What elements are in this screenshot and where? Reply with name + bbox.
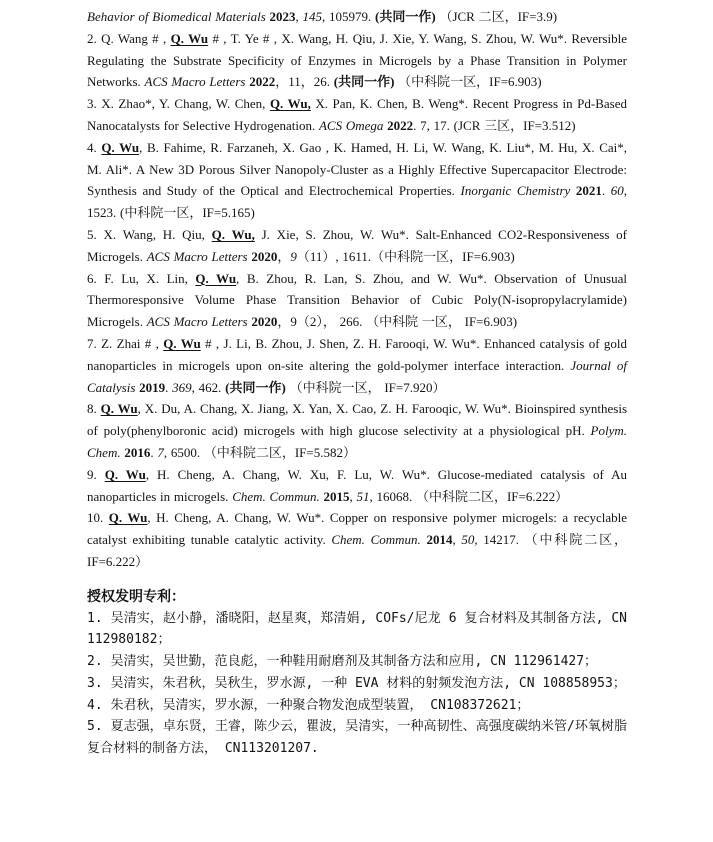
publication-text-run: # , T. Ye # , X. Wang, H. Qiu, J. Xie, Y. Wang, S. Zhou, W. Wu*. Reversible Regulating the Substrate Specificity of Enzymes in Microgels by a Phase Transition in Polymer Networks.: [87, 30, 627, 90]
publication-text-run: 2023: [269, 9, 296, 24]
publication-text-run: Chem. Commun.: [331, 532, 421, 548]
publication-text-run: (共同一作): [375, 9, 436, 24]
publication-text-run: 2. Q. Wang # ,: [87, 30, 171, 46]
publication-text-run: , 16068. （中科院二区，IF=6.222）: [369, 488, 569, 504]
publication-item-4: [87, 137, 627, 224]
publication-text-run: 5. X. Wang, H. Qiu,: [87, 226, 212, 242]
publication-text-run: , 14217. （中科院二区，IF=6.222）: [87, 532, 628, 569]
publication-text-run: ，: [277, 248, 291, 264]
publication-text-run: Q. Wu: [170, 30, 209, 46]
publication-text-run: Q. Wu: [100, 401, 138, 417]
publication-text-run: （中科院一区， IF=7.920）: [285, 379, 446, 395]
publication-text-run: 3. X. Zhao*, Y. Chang, W. Chen,: [87, 96, 270, 112]
publication-text-run: Inorganic Chemistry: [460, 183, 571, 199]
publication-text-run: 10.: [87, 510, 109, 526]
publication-text-run: ACS Omega: [318, 117, 384, 133]
publication-text-run: ,: [452, 532, 462, 548]
publication-item-10: [87, 507, 627, 572]
publication-text-run: 2016: [124, 444, 151, 460]
publication-text-run: 6. F. Lu, X. Lin,: [87, 270, 196, 286]
publication-text-run: , 105979.: [322, 9, 376, 24]
publication-text-run: 2021: [575, 183, 602, 199]
publication-text-run: , 1523. (中科院一区，IF=5.165): [87, 183, 628, 221]
publication-text-run: (共同一作): [225, 379, 286, 395]
publications-list: [87, 6, 627, 573]
publication-text-run: ，9（2）， 266. （中科院 一区， IF=6.903): [277, 314, 518, 330]
publication-text-run: , 6500. （中科院二区，IF=5.582）: [163, 444, 356, 460]
publication-text-run: 7. Z. Zhai # ,: [87, 335, 164, 351]
patents-heading: 授权发明专利：: [87, 588, 185, 605]
publication-text-run: 51: [356, 488, 370, 504]
publication-text-run: ,: [295, 9, 303, 24]
patent-item: 1. 吴清实，赵小静，潘晓阳，赵星爽，郑清娟, COFs/尼龙 6 复合材料及其制备方法, CN 112980182；: [87, 610, 627, 648]
publication-text-run: Q. Wu: [101, 139, 140, 155]
publication-item-5: [87, 224, 627, 268]
publication-text-run: 60: [610, 183, 624, 199]
publication-text-run: J. Xie, S. Zhou, W. Wu*. Salt-Enhanced CO2-Responsiveness of Microgels.: [87, 226, 628, 264]
publication-text-run: Behavior of Biomedical Materials: [87, 9, 266, 24]
publication-text-run: ，11，26.: [275, 74, 334, 90]
publication-text-run: (共同一作): [333, 74, 395, 90]
publication-text-run: 145: [302, 9, 323, 24]
publication-text-run: , H. Cheng, A. Chang, W. Xu, F. Lu, W. Wu*. Glucose-mediated catalysis of Au nanoparticles in microgels.: [87, 466, 628, 504]
publication-text-run: Q. Wu: [163, 335, 201, 351]
publication-text-run: Q. Wu,: [211, 226, 255, 242]
publication-text-run: 2019: [139, 379, 166, 395]
publication-text-run: 2022: [249, 74, 276, 90]
publication-text-run: Chem. Commun.: [232, 488, 320, 504]
publication-text-run: Q. Wu: [195, 270, 237, 286]
publication-text-run: .: [150, 444, 158, 460]
publication-text-run: （JCR 二区，IF=3.9): [435, 9, 558, 24]
publication-item-2: [87, 28, 627, 93]
publication-text-run: , H. Cheng, A. Chang, W. Wu*. Copper on responsive polymer microgels: a recyclable catalyst exhibiting tunable catalytic activity.: [87, 510, 628, 548]
publication-text-run: , X. Du, A. Chang, X. Jiang, X. Yan, X. Cao, Z. H. Farooqic, W. Wu*. Bioinspired synthesis of poly(phenylboronic acid) microgels with high glucose selectivity at a physiological pH.: [87, 401, 627, 439]
publication-text-run: # , J. Li, B. Zhou, J. Shen, Z. H. Farooqi, W. Wu*. Enhanced catalysis of gold nanoparticles in microgels upon on-site altering the gold-polymer interface interaction.: [87, 335, 628, 373]
publication-item-1-continuation: [87, 6, 627, 28]
publication-text-run: ,: [349, 488, 357, 504]
publication-text-run: . 7, 17. (JCR 三区，IF=3.512): [413, 117, 576, 133]
publication-text-run: 2020: [251, 248, 278, 264]
publication-item-8: [87, 398, 627, 463]
patent-item: 5. 夏志强，卓东贤，王睿，陈少云，瞿波，吴清实，一种高韧性、高强度碳纳米管/环氧树脂复合材料的制备方法， CN113201207.: [87, 719, 627, 756]
publication-text-run: 50: [461, 532, 475, 548]
publication-text-run: 2022: [387, 117, 414, 133]
publication-text-run: Q. Wu,: [269, 96, 311, 112]
publication-text-run: ACS Macro Letters: [146, 314, 248, 330]
publication-item-9: [87, 464, 627, 508]
publication-text-run: ACS Macro Letters: [146, 248, 248, 264]
publication-text-run: 9: [290, 248, 297, 264]
publication-text-run: 4.: [87, 139, 102, 155]
publication-text-run: Journal of Catalysis: [87, 357, 627, 395]
patents-list: [87, 608, 627, 760]
publication-text-run: （11）, 1611.（中科院一区，IF=6.903): [296, 248, 515, 264]
publication-text-run: 8.: [87, 401, 101, 417]
publication-text-run: .: [601, 183, 611, 199]
publication-text-run: Polym. Chem.: [87, 423, 627, 460]
publication-text-run: Q. Wu: [104, 466, 146, 482]
patent-item: 3. 吴清实，朱君秋，吴秋生，罗水源, 一种 EVA 材料的射频发泡方法, CN 108858953；: [87, 675, 626, 691]
publication-item-3: [87, 93, 627, 137]
publication-text-run: , B. Fahime, R. Farzaneh, X. Gao , K. Hamed, H. Li, W. Wang, K. Liu*, M. Hu, X. Cai*, M. Ali*. A New 3D Porous Silver Nanopoly-Cluster as a Highly Effective Supercapacitor Electrode: Synthesis and Study of the Optical and Electrochemical Properties.: [87, 139, 628, 199]
publication-text-run: 2020: [251, 314, 278, 330]
publication-text-run: （中科院一区，IF=6.903): [394, 74, 542, 90]
publication-item-7: [87, 333, 627, 398]
publication-text-run: 2014: [426, 532, 453, 548]
patent-item: 2. 吴清实，吴世勤，范良彪，一种鞋用耐磨剂及其制备方法和应用, CN 112961427；: [87, 654, 598, 670]
publication-text-run: X. Pan, K. Chen, B. Weng*. Recent Progress in Pd-Based Nanocatalysts for Selective Hydrogenation.: [87, 96, 627, 133]
publication-text-run: 2015: [323, 488, 350, 504]
publication-text-run: .: [165, 379, 173, 395]
publication-text-run: 7: [157, 444, 164, 460]
publication-text-run: , B. Zhou, R. Lan, S. Zhou, and W. Wu*. Observation of Unusual Thermoresponsive Volume Phase Transition Behavior of Cubic Poly(N-isopropylacrylamide) Microgels.: [87, 270, 627, 330]
publication-text-run: 9.: [87, 466, 105, 482]
publication-text-run: ACS Macro Letters: [144, 74, 246, 90]
patent-item: 4. 朱君秋，吴清实，罗水源，一种聚合物发泡成型装置， CN108372621；: [87, 697, 530, 713]
publication-text-run: , 462.: [191, 379, 226, 395]
patents-section: [87, 586, 627, 760]
publication-text-run: Q. Wu: [108, 510, 148, 526]
publication-text-run: 369: [172, 379, 192, 395]
publication-item-6: [87, 268, 627, 333]
